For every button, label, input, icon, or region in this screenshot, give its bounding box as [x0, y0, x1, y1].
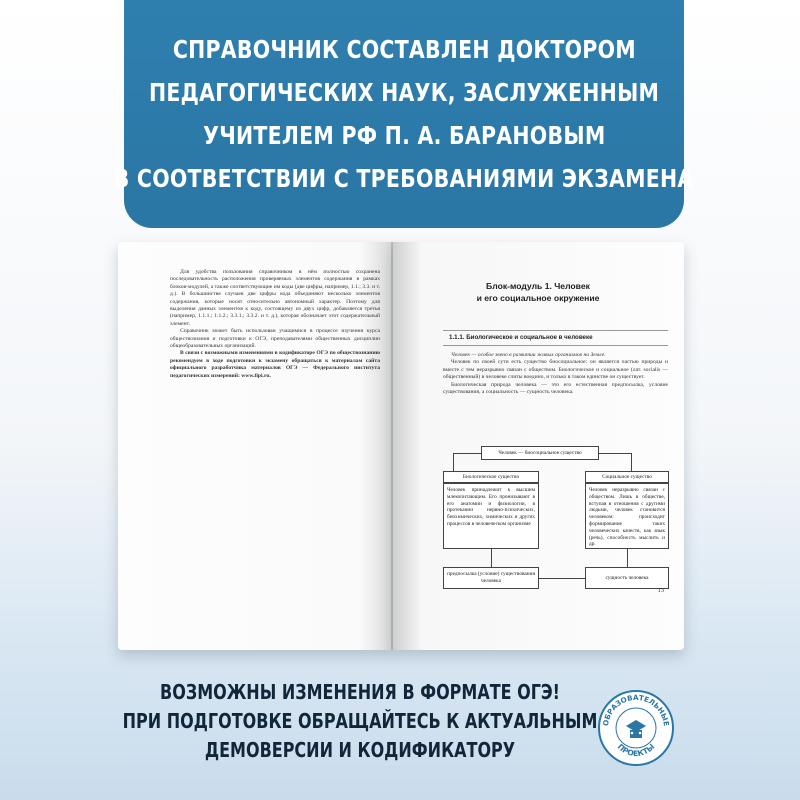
section-rule-top: [443, 330, 668, 331]
connector: [631, 453, 632, 471]
diagram-right-bottom: [585, 567, 669, 589]
banner-line-1: СПРАВОЧНИК СОСТАВЛЕН ДОКТОРОМ: [172, 35, 636, 64]
left-paragraph-bold: В связи с возможными изменениями в кодификаторе ОГЭ по обществознанию рекомендуем в ходе подготовки к экзамену обращаться к материалам сайта официального разработчика материалов ОГЭ — Федерального института педагогических измерений: www.fipi.ru.: [170, 350, 380, 379]
section-heading: 1.1.1. Биологическое и социальное в человеке: [449, 334, 593, 341]
diagram-right-body: [585, 483, 669, 549]
diagram-right-head-label: Социальное существо: [602, 474, 652, 480]
connector: [599, 453, 631, 454]
connector: [453, 453, 481, 454]
arrow: [491, 549, 492, 567]
right-paragraph-3: Биологическая природа человека — это его естественная предпосылка, условие существования, а социальность — сущность человека.: [443, 381, 668, 396]
banner-line-2: ПЕДАГОГИЧЕСКИХ НАУК, ЗАСЛУЖЕННЫМ: [148, 78, 660, 107]
diagram-right-body-text: Человек неразрывно связан с обществом. Лишь в обществе, вступая в отношения с другими людьми, человек становится человеком: происходит формирование таких человеческих качеств, как язык (речь), способность мыслить и др.: [589, 487, 665, 548]
publisher-logo: [596, 688, 676, 768]
page-number: 13: [657, 587, 664, 594]
section-rule-bottom: [443, 345, 668, 346]
notice-line-2: ПРИ ПОДГОТОВКЕ ОБРАЩАЙТЕСЬ К АКТУАЛЬНЫМ: [122, 709, 598, 733]
left-paragraph-1: Для удобства пользования справочником в нём полностью сохранена последовательность расположения проверяемых элементов содержания в рамках блоков-модулей, а также соответствующие им коды (две цифры, например, 1.1.; 3.3. и т. д.). В большинстве случаев две цифры кода объединяют несколько элементов содержания, которые носят относительно автономный характер. Поэтому для выделения данных элементов к коду, состоящему из двух цифр, добавляется третья (например, 1.1.1.; 1.1.2.; 3.3.1.; 3.3.2. и т. д.), которая обозначает этот содержательный элемент.: [170, 269, 380, 327]
right-page-text: [443, 352, 668, 396]
notice-line-3: ДЕМОВЕРСИИ И КОДИФИКАТОРУ: [204, 738, 516, 762]
left-page: [118, 242, 393, 650]
right-page: [393, 242, 684, 650]
header-banner: [114, 0, 694, 228]
connector: [453, 453, 454, 471]
right-paragraph-2: Человек по своей сути есть существо биосоциальное: он является частью природы и вместе с тем неразрывно связан с обществом. Биологическое и социальное (лат. socialis — общественный) в человеке слиты воедино, и только в таком единстве он существует.: [443, 359, 668, 381]
chapter-title: [413, 280, 663, 304]
chapter-title-line-1: Блок-модуль 1. Человек: [486, 281, 590, 291]
diagram-left-body: [443, 483, 539, 549]
arrow: [627, 549, 628, 567]
left-page-text: [170, 269, 380, 380]
arrow: [539, 578, 585, 579]
left-paragraph-2: Справочник может быть использован учащимися в процессе изучения курса обществознания и подготовки к ОГЭ, преподавателями общественных дисциплин общеобразовательных организаций.: [170, 328, 380, 350]
diagram-left-bottom-label: предпосылка (условие) существования человека: [447, 571, 535, 584]
banner-line-3: УЧИТЕЛЕМ РФ П. А. БАРАНОВЫМ: [202, 121, 606, 150]
chapter-title-line-2: и его социальное окружение: [476, 293, 600, 303]
diagram-left-bottom: [443, 567, 539, 589]
diagram-left-body-text: Человек принадлежит к высшим млекопитающим. Его пронизывают в его анатомии и физиологии, в протекании нервно-психических, биохимических, химических и других процессов в человеческом организме: [447, 487, 535, 527]
diagram-left-head: [443, 471, 539, 483]
diagram-top-box: [481, 446, 599, 460]
right-paragraph-1: Человек — особое звено в развитии живых организмов на Земле.: [451, 352, 606, 358]
logo-lettering: ОБРАЗОВАТЕЛЬНЫЕ: [600, 692, 671, 727]
notice-line-1: ВОЗМОЖНЫ ИЗМЕНЕНИЯ В ФОРМАТЕ ОГЭ!: [160, 680, 560, 704]
banner-line-4: В СООТВЕТСТВИИ С ТРЕБОВАНИЯМИ ЭКЗАМЕНА: [114, 164, 694, 193]
open-book-image: [110, 242, 692, 662]
diagram-left-head-label: Биологическое существо: [462, 474, 520, 480]
diagram-right-head: [585, 471, 669, 483]
logo-lettering: ПРОЕКТЫ: [615, 741, 657, 759]
logo-emblem-icon: [596, 688, 676, 768]
diagram-top-label: Человек — биосоциальное существо: [498, 450, 582, 456]
diagram-right-bottom-label: сущность человека: [605, 575, 649, 581]
bottom-notice: [60, 678, 660, 765]
